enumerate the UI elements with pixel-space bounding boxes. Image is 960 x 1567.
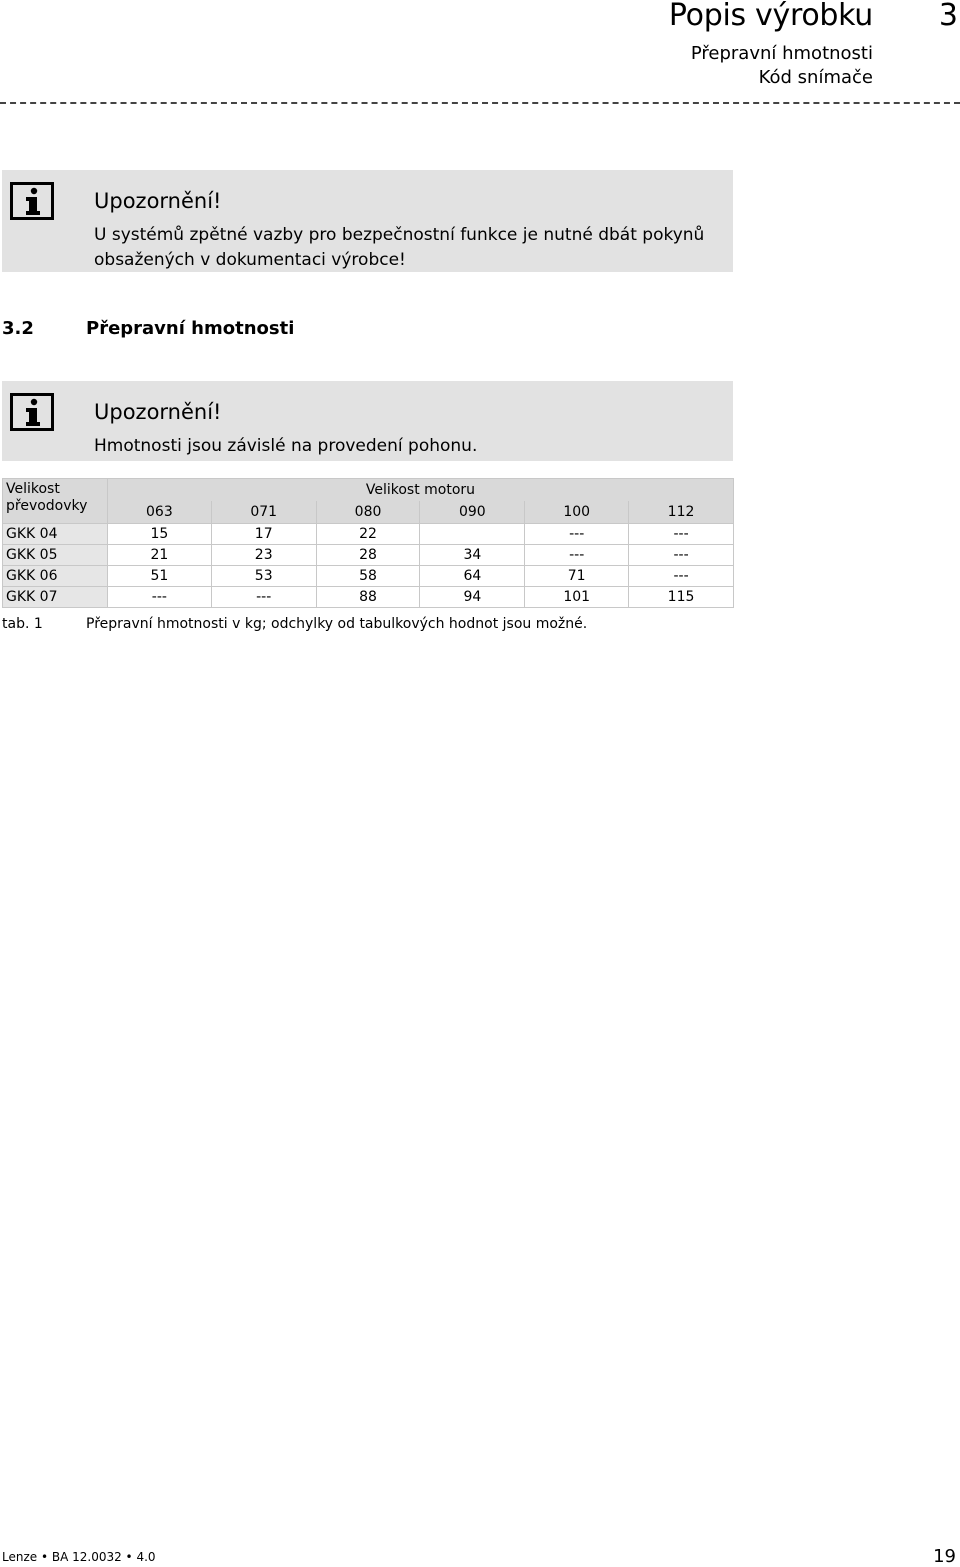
- note-box-1: [2, 170, 733, 272]
- column-header: 071: [211, 501, 316, 524]
- note-2-title: Upozornění!: [94, 400, 222, 424]
- table-cell: ---: [525, 524, 629, 545]
- table-cell: ---: [211, 587, 316, 608]
- table-cell: ---: [525, 545, 629, 566]
- table-cell: 58: [316, 566, 420, 587]
- table-cell: 22: [316, 524, 420, 545]
- section-number: 3.2: [2, 318, 34, 339]
- table-cell: ---: [629, 566, 734, 587]
- section-title: Přepravní hmotnosti: [86, 318, 295, 339]
- table-cell: 115: [629, 587, 734, 608]
- note-1-title: Upozornění!: [94, 189, 222, 213]
- table-cell: 17: [211, 524, 316, 545]
- table-cell: 88: [316, 587, 420, 608]
- motor-size-header: Velikost motoru: [107, 479, 733, 502]
- row-label: GKK 05: [3, 545, 108, 566]
- row-label: GKK 07: [3, 587, 108, 608]
- table-caption: [2, 616, 587, 632]
- column-header: 080: [316, 501, 420, 524]
- corner-header: Velikost převodovky: [3, 479, 108, 524]
- table-cell: 34: [420, 545, 525, 566]
- chapter-number: 3: [938, 0, 958, 33]
- table-cell: 28: [316, 545, 420, 566]
- header-subtitle-1: Přepravní hmotnosti: [690, 43, 873, 64]
- info-icon: [10, 393, 54, 431]
- table-cell: 53: [211, 566, 316, 587]
- column-header: 100: [525, 501, 629, 524]
- column-header: 063: [107, 501, 211, 524]
- column-header: 112: [629, 501, 734, 524]
- column-header: 090: [420, 501, 525, 524]
- table-cell: 64: [420, 566, 525, 587]
- caption-text: Přepravní hmotnosti v kg; odchylky od tabulkových hodnot jsou možné.: [86, 616, 588, 632]
- table-row: [3, 545, 734, 566]
- transport-weights-table: [2, 478, 734, 608]
- header-subtitle-2: Kód snímače: [758, 67, 873, 88]
- header-divider: [0, 102, 960, 104]
- info-icon: [10, 182, 54, 220]
- footer-document-id: Lenze • BA 12.0032 • 4.0: [2, 1550, 156, 1564]
- note-2-text: Hmotnosti jsou závislé na provedení pohonu.: [94, 436, 478, 456]
- caption-label: tab. 1: [2, 616, 43, 632]
- table-cell: [420, 524, 525, 545]
- table-cell: 101: [525, 587, 629, 608]
- page-header-title: Popis výrobku: [668, 0, 873, 33]
- table-cell: 21: [107, 545, 211, 566]
- table-cell: 23: [211, 545, 316, 566]
- row-label: GKK 04: [3, 524, 108, 545]
- note-1-text: U systémů zpětné vazby pro bezpečnostní funkce je nutné dbát pokynů obsažených v dokumentaci výrobce!: [94, 225, 705, 270]
- page-number: 19: [933, 1546, 956, 1567]
- table-row: [3, 587, 734, 608]
- note-box-2: [2, 381, 733, 461]
- table-cell: 15: [107, 524, 211, 545]
- table-cell: ---: [629, 545, 734, 566]
- table-cell: ---: [107, 587, 211, 608]
- table-cell: 71: [525, 566, 629, 587]
- table-row: [3, 524, 734, 545]
- table-cell: 94: [420, 587, 525, 608]
- table-row: [3, 566, 734, 587]
- table-cell: 51: [107, 566, 211, 587]
- table-cell: ---: [629, 524, 734, 545]
- row-label: GKK 06: [3, 566, 108, 587]
- section-heading: [2, 318, 294, 339]
